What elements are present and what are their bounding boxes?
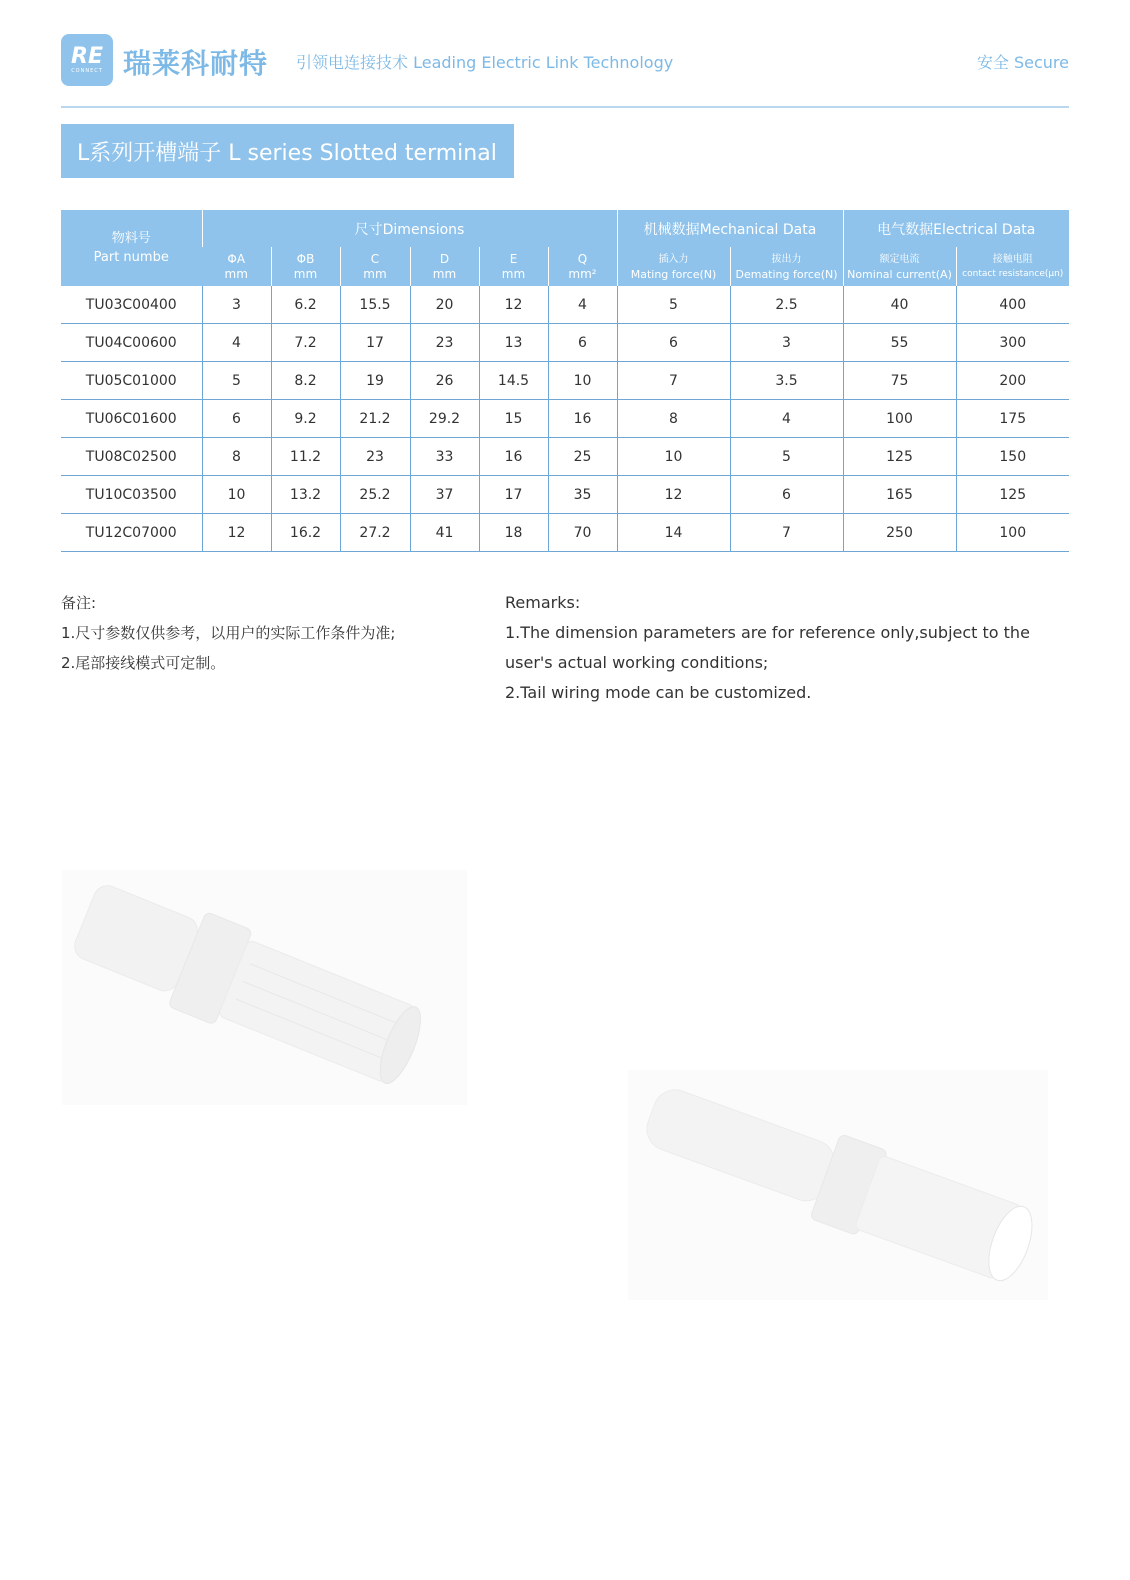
column-header-line1: C: [370, 251, 380, 266]
table-cell: 165: [843, 476, 956, 514]
table-cell: 4: [730, 400, 843, 438]
column-header: [843, 247, 956, 286]
table-cell: 12: [202, 514, 271, 552]
notes-en-line: user's actual working conditions;: [505, 653, 769, 672]
section-title-text: L系列开槽端子 L series Slotted terminal: [77, 140, 497, 166]
table-cell: 10: [548, 362, 617, 400]
table-cell: 10: [202, 476, 271, 514]
table-cell: 15.5: [340, 286, 410, 324]
column-header: [548, 247, 617, 286]
notes-english: [505, 588, 1045, 708]
table-cell: 2.5: [730, 286, 843, 324]
table-cell: 6: [617, 324, 730, 362]
table-cell: 12: [617, 476, 730, 514]
table-cell: 75: [843, 362, 956, 400]
table-cell: 4: [202, 324, 271, 362]
notes-en-heading: Remarks:: [505, 593, 581, 612]
table-cell: 14: [617, 514, 730, 552]
table-cell: 17: [340, 324, 410, 362]
table-cell: 8: [617, 400, 730, 438]
table-cell: 8: [202, 438, 271, 476]
column-header-line1: 拔出力: [771, 253, 802, 265]
terminal-product-image: [628, 1070, 1048, 1300]
table-cell: 7: [617, 362, 730, 400]
column-header-line2: Nominal current(A): [847, 267, 952, 281]
part-number-cell: TU08C02500: [61, 438, 202, 476]
table-cell: 5: [617, 286, 730, 324]
column-header-line2: mm: [432, 266, 457, 281]
column-header: [202, 247, 271, 286]
table-cell: 29.2: [410, 400, 479, 438]
part-number-cell: TU04C00600: [61, 324, 202, 362]
part-number-cell: TU05C01000: [61, 362, 202, 400]
column-header-line2: mm: [293, 266, 318, 281]
table-row: [61, 476, 1069, 514]
column-header-line2: contact resistance(μn): [962, 268, 1064, 279]
table-row: [61, 324, 1069, 362]
table-cell: 35: [548, 476, 617, 514]
column-header-line1: E: [509, 251, 518, 266]
table-cell: 5: [202, 362, 271, 400]
brand-name: 瑞莱科耐特: [123, 47, 269, 80]
column-header: [617, 247, 730, 286]
table-cell: 100: [843, 400, 956, 438]
column-header: [730, 247, 843, 286]
table-cell: 5: [730, 438, 843, 476]
table-cell: 6.2: [271, 286, 340, 324]
column-header-line2: mm: [363, 266, 387, 281]
table-cell: 13.2: [271, 476, 340, 514]
column-header-line1: ΦA: [227, 251, 246, 266]
table-cell: 70: [548, 514, 617, 552]
notes-cn-line: 2.尾部接线模式可定制。: [61, 654, 226, 672]
table-cell: 23: [340, 438, 410, 476]
table-cell: 41: [410, 514, 479, 552]
table-cell: 250: [843, 514, 956, 552]
table-cell: 26: [410, 362, 479, 400]
table-cell: 100: [956, 514, 1069, 552]
column-header: [479, 247, 548, 286]
part-number-cell: TU06C01600: [61, 400, 202, 438]
table-cell: 8.2: [271, 362, 340, 400]
table-cell: 13: [479, 324, 548, 362]
table-cell: 200: [956, 362, 1069, 400]
table-cell: 6: [730, 476, 843, 514]
table-cell: 16: [548, 400, 617, 438]
table-cell: 15: [479, 400, 548, 438]
logo-subtext: CONNECT: [71, 67, 103, 74]
column-header-line2: Demating force(N): [735, 267, 838, 281]
table-cell: 16.2: [271, 514, 340, 552]
table-cell: 25.2: [340, 476, 410, 514]
table-cell: 125: [956, 476, 1069, 514]
table-cell: 23: [410, 324, 479, 362]
table-cell: 16: [479, 438, 548, 476]
table-cell: 18: [479, 514, 548, 552]
section-title: [61, 124, 514, 178]
notes-cn-line: 1.尺寸参数仅供参考，以用户的实际工作条件为准;: [61, 624, 396, 642]
table-cell: 19: [340, 362, 410, 400]
column-header-line2: mm: [501, 266, 526, 281]
part-number-cell: TU10C03500: [61, 476, 202, 514]
page-header: [61, 34, 1069, 90]
column-header: [271, 247, 340, 286]
table-cell: 17: [479, 476, 548, 514]
terminal-product-image: [62, 870, 467, 1105]
table-cell: 125: [843, 438, 956, 476]
column-header-line2: mm²: [568, 266, 597, 281]
part-number-header: [61, 210, 202, 286]
table-cell: 14.5: [479, 362, 548, 400]
table-column-header-row: [61, 247, 1069, 286]
column-header-line2: mm: [224, 266, 248, 281]
table-row: [61, 286, 1069, 324]
logo-mark: RE: [71, 43, 103, 69]
table-row: [61, 400, 1069, 438]
table-cell: 40: [843, 286, 956, 324]
table-cell: 6: [202, 400, 271, 438]
column-header-line1: 接触电阻: [992, 253, 1033, 265]
electrical-group-header: 电气数据Electrical Data: [843, 210, 1069, 247]
column-header-line1: 插入力: [658, 253, 689, 265]
tagline: 引领电连接技术 Leading Electric Link Technology: [296, 53, 674, 72]
notes-chinese: [61, 588, 481, 678]
column-header: [956, 247, 1069, 286]
table-cell: 11.2: [271, 438, 340, 476]
notes-en-line: 2.Tail wiring mode can be customized.: [505, 683, 812, 702]
column-header-line2: Mating force(N): [630, 267, 717, 281]
part-number-cell: TU12C07000: [61, 514, 202, 552]
column-header-line1: 额定电流: [879, 253, 920, 265]
part-number-cell: TU03C00400: [61, 286, 202, 324]
table-row: [61, 438, 1069, 476]
mechanical-group-header: 机械数据Mechanical Data: [617, 210, 843, 247]
table-cell: 9.2: [271, 400, 340, 438]
table-group-header-row: [61, 210, 1069, 247]
notes-en-line: 1.The dimension parameters are for reference only,subject to the: [505, 623, 1030, 642]
column-header: [340, 247, 410, 286]
column-header-line1: D: [439, 251, 450, 266]
column-header-line1: Q: [577, 251, 588, 266]
table-cell: 6: [548, 324, 617, 362]
column-header: [410, 247, 479, 286]
table-cell: 37: [410, 476, 479, 514]
table-cell: 33: [410, 438, 479, 476]
secure-label: 安全 Secure: [976, 53, 1069, 72]
table-cell: 25: [548, 438, 617, 476]
spec-table: [61, 210, 1069, 552]
table-cell: 12: [479, 286, 548, 324]
part-number-header-en: Part numbe: [93, 250, 169, 265]
table-cell: 55: [843, 324, 956, 362]
table-cell: 27.2: [340, 514, 410, 552]
table-cell: 175: [956, 400, 1069, 438]
part-number-header-cn: 物料号: [111, 231, 151, 246]
table-cell: 400: [956, 286, 1069, 324]
company-logo: [61, 34, 113, 86]
table-cell: 4: [548, 286, 617, 324]
dimensions-group-header: 尺寸Dimensions: [202, 210, 617, 247]
notes-cn-heading: 备注:: [61, 594, 97, 612]
table-cell: 300: [956, 324, 1069, 362]
table-cell: 3: [730, 324, 843, 362]
table-cell: 150: [956, 438, 1069, 476]
table-row: [61, 514, 1069, 552]
table-body: [61, 286, 1069, 552]
table-cell: 3.5: [730, 362, 843, 400]
table-row: [61, 362, 1069, 400]
table-cell: 7.2: [271, 324, 340, 362]
table-cell: 10: [617, 438, 730, 476]
table-cell: 7: [730, 514, 843, 552]
header-divider: [61, 106, 1069, 108]
column-header-line1: ΦB: [296, 251, 315, 266]
table-cell: 3: [202, 286, 271, 324]
table-cell: 20: [410, 286, 479, 324]
table-cell: 21.2: [340, 400, 410, 438]
